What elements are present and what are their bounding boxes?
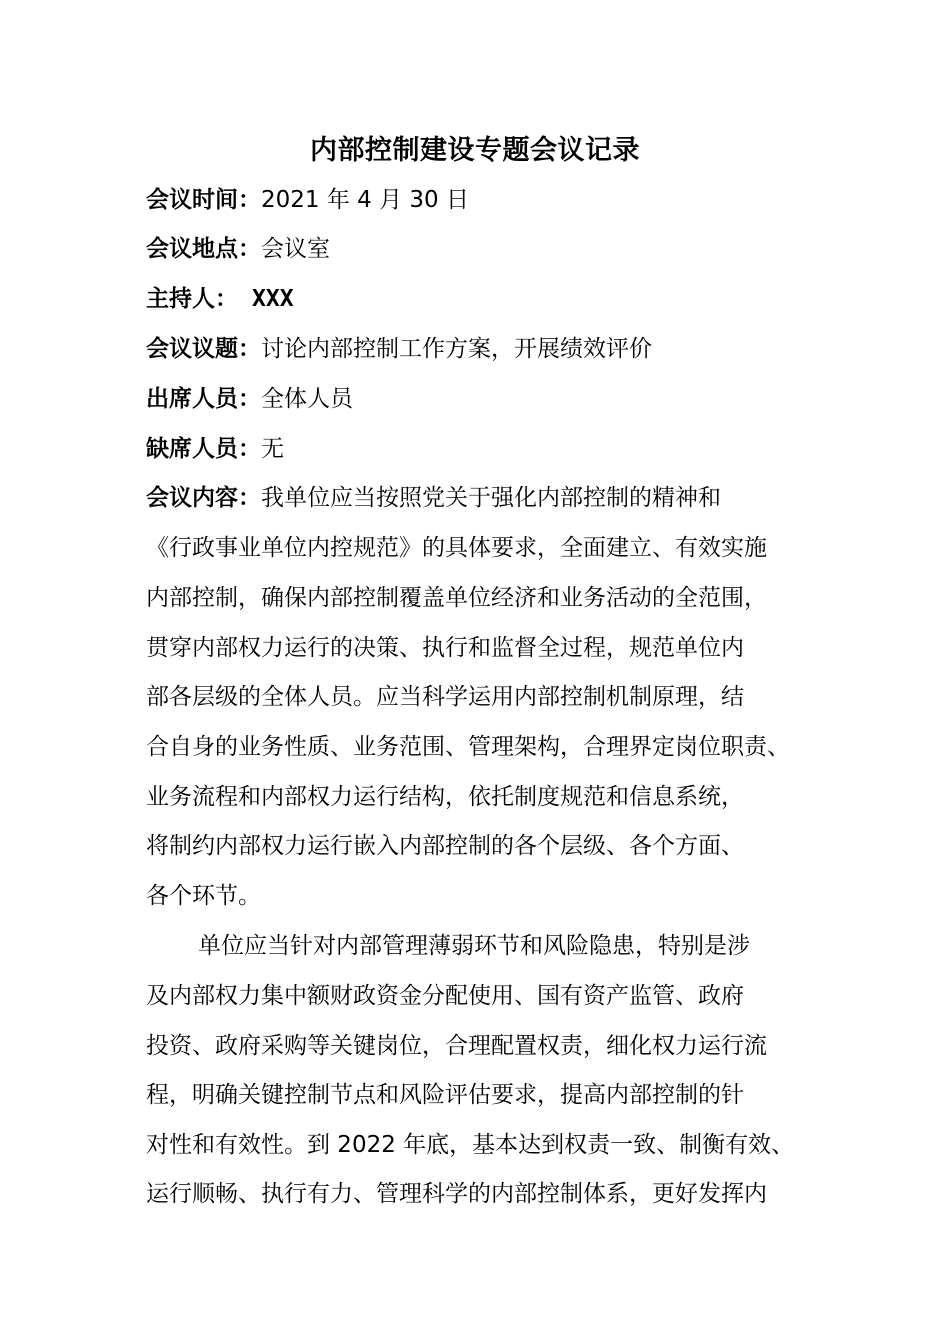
meeting-time-value: 2021 年 4 月 30 日: [261, 187, 469, 213]
meeting-host-row: [146, 279, 294, 319]
paragraph1-line: 部各层级的全体人员。应当科学运用内部控制机制原理，结: [146, 684, 744, 710]
paragraph1-line: 将制约内部权力运行嵌入内部控制的各个层级、各个方面、: [146, 833, 744, 859]
paragraph1-line: 各个环节。: [146, 883, 261, 909]
meeting-host-label: 主持人：: [146, 286, 238, 312]
paragraph2-line: 及内部权力集中额财政资金分配使用、国有资产监管、政府: [146, 983, 744, 1009]
meeting-topic-row: [146, 329, 652, 369]
meeting-attendees-row: [146, 379, 353, 419]
paragraph2-line: 对性和有效性。到 2022 年底，基本达到权责一致、制衡有效、: [146, 1132, 795, 1158]
meeting-attendees-label: 出席人员：: [146, 386, 261, 412]
meeting-place-value: 会议室: [261, 236, 330, 262]
paragraph2-line: 单位应当针对内部管理薄弱环节和风险隐患，特别是涉: [198, 933, 750, 959]
meeting-absent-value: 无: [261, 436, 284, 462]
paragraph2-line: 运行顺畅、执行有力、管理科学的内部控制体系，更好发挥内: [146, 1181, 767, 1207]
paragraph2-line: 投资、政府采购等关键岗位，合理配置权责，细化权力运行流: [146, 1033, 767, 1059]
meeting-host-value: XXX: [252, 286, 294, 312]
meeting-topic-value: 讨论内部控制工作方案，开展绩效评价: [261, 336, 652, 362]
paragraph1-line: 《行政事业单位内控规范》的具体要求，全面建立、有效实施: [146, 535, 767, 561]
meeting-topic-label: 会议议题：: [146, 336, 261, 362]
meeting-time-label: 会议时间：: [146, 187, 261, 213]
meeting-content-label: 会议内容：: [146, 485, 261, 511]
meeting-time-row: [146, 180, 469, 220]
paragraph1-line: 内部控制，确保内部控制覆盖单位经济和业务活动的全范围，: [146, 585, 767, 611]
paragraph1-line: 合自身的业务性质、业务范围、管理架构，合理界定岗位职责、: [146, 734, 790, 760]
meeting-absent-row: [146, 429, 284, 469]
meeting-place-row: [146, 229, 330, 269]
paragraph1-line: 业务流程和内部权力运行结构，依托制度规范和信息系统，: [146, 784, 744, 810]
meeting-attendees-value: 全体人员: [261, 386, 353, 412]
meeting-content-row: [146, 478, 721, 518]
meeting-place-label: 会议地点：: [146, 236, 261, 262]
document-title: 内部控制建设专题会议记录: [310, 135, 640, 166]
paragraph1-line: 贯穿内部权力运行的决策、执行和监督全过程，规范单位内: [146, 635, 744, 661]
paragraph2-line: 程，明确关键控制节点和风险评估要求，提高内部控制的针: [146, 1082, 744, 1108]
meeting-absent-label: 缺席人员：: [146, 436, 261, 462]
meeting-content-first-line: 我单位应当按照党关于强化内部控制的精神和: [261, 485, 721, 511]
